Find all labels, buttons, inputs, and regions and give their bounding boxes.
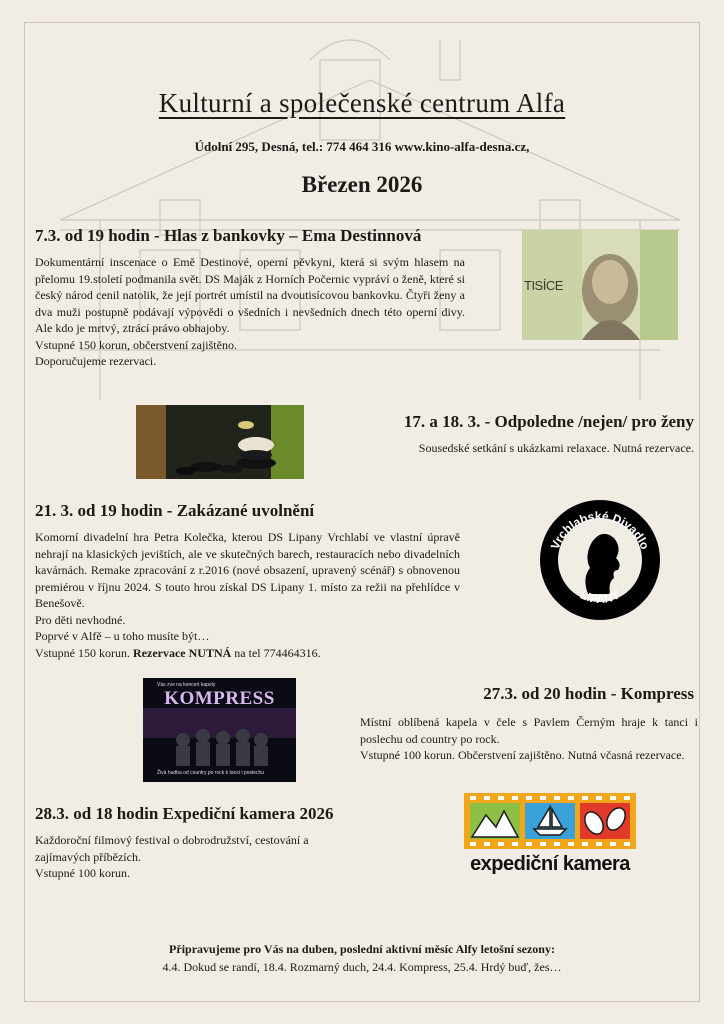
upcoming-heading: Připravujeme pro Vás na duben, poslední aktivní měsíc Alfy letošní sezony: [169, 942, 555, 956]
month-heading: Březen 2026 [301, 172, 423, 197]
address-line: Údolní 295, Desná, tel.: 774 464 316 www.kino-alfa-desna.cz, [194, 139, 530, 154]
event-body-expedicni-kamera [35, 832, 365, 882]
logo-text-top: Vrchlabské Divadlo [547, 508, 653, 552]
relaxation-stones-image [136, 405, 304, 479]
event-note: Doporučujeme rezervaci. [35, 354, 157, 368]
event-price: Vstupné 100 korun. [35, 866, 130, 880]
event-heading-zakazane-uvolneni: 21. 3. od 19 hodin - Zakázané uvolnění [35, 501, 315, 520]
event-description: Dokumentární inscenace o Emě Destinové, operní pěvkyni, která si svým hlasem na přelomu 19.století podmanila svět. DS Maják z Horních Počernic vypráví o ženě, které si český národ cenil natolik, že její portrét umístil na dvoutisícovou bankovku. Čtyři ženy a dva muži postupně podávají výpovědi o všedních i nevšedních dnech této operní divy. Ale kdo je mrtvý, ztrácí právo obhajoby. [35, 255, 465, 335]
poster-title: KOMPRESS [164, 688, 275, 709]
logo-text-bottom: LIPANY [577, 587, 623, 606]
event-price: Vstupné 100 korun. Občerstvení zajištěno. Nutná včasná rezervace. [360, 748, 685, 762]
event-description: Každoroční filmový festival o dobrodružství, cestování a zajímavých příbězích. [35, 833, 309, 864]
event-body-destinnova [35, 254, 465, 370]
event-description: Komorní divadelní hra Petra Kolečka, kterou DS Lipany Vrchlabí ve vlastní úpravě nehrají na klasických jevištích, ale ve skutečných barech, restauracích nebo divadelních kavárnách. Remake zpracování z r.2016 (nové obsazení, upravený scénář) s obnovenou premiérou v říjnu 2024. S touto hrou získal DS Lipany 1. místo za režii na přehlídce v Benešově. [35, 530, 460, 610]
event-body-odpoledne [334, 440, 694, 457]
kompress-poster [143, 678, 296, 782]
event-heading-kompress: 27.3. od 20 hodin - Kompress [483, 684, 694, 703]
event-description: Místní oblíbená kapela v čele s Pavlem Černým hraje k tanci i poslechu od country po rock. [360, 715, 698, 746]
upcoming-footer [0, 940, 724, 976]
banknote-label: TISÍCE [524, 278, 563, 293]
poster-footer: Živá hudba od country po rock k tanci i poslechu [157, 770, 265, 776]
event-heading-destinnova: 7.3. od 19 hodin - Hlas z bankovky – Ema Destinnová [35, 226, 422, 245]
lipany-theatre-logo [538, 498, 662, 622]
event-heading-odpoledne: 17. a 18. 3. - Odpoledne /nejen/ pro ženy [403, 412, 694, 431]
poster-tagline: Vás zve na koncert kapely [157, 682, 216, 688]
banknote-image [522, 230, 678, 340]
upcoming-list: 4.4. Dokud se randí, 18.4. Rozmarný duch, 24.4. Kompress, 25.4. Hrdý buď, žes… [162, 960, 562, 974]
event-price: Vstupné 150 korun. Rezervace NUTNÁ na tel 774464316. [35, 645, 321, 660]
event-body-zakazane-uvolneni [35, 529, 460, 661]
event-price: Vstupné 150 korun, občerstvení zajištěno. [35, 337, 237, 352]
logo-wordmark: expediční kamera [470, 853, 630, 875]
event-note: Pro děti nevhodné. [35, 612, 126, 627]
event-heading-expedicni-kamera: 28.3. od 18 hodin Expediční kamera 2026 [35, 804, 334, 823]
expedicni-kamera-logo [464, 793, 636, 885]
event-body-kompress [360, 714, 698, 764]
event-note: Poprvé v Alfě – u toho musíte být… [35, 629, 210, 643]
event-description: Sousedské setkání s ukázkami relaxace. Nutná rezervace. [418, 441, 694, 455]
reservation-required: Rezervace NUTNÁ [133, 645, 232, 660]
page-title: Kulturní a společenské centrum Alfa [158, 88, 566, 118]
